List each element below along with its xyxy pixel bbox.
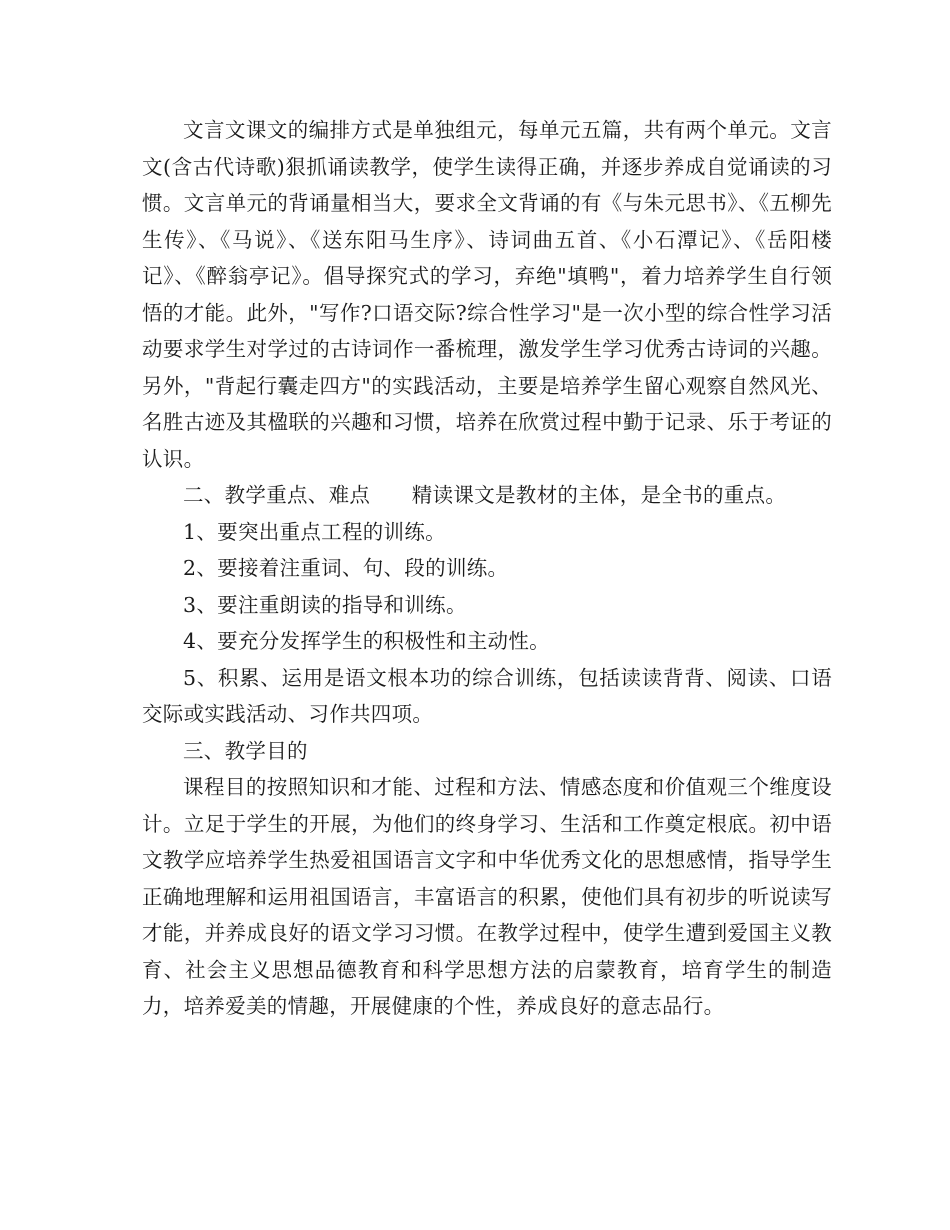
- list-item-3: 3、要注重朗读的指导和训练。: [183, 592, 467, 617]
- heading-teaching-focus: 二、教学重点、难点 精读课文是教材的主体，是全书的重点。: [183, 483, 787, 507]
- heading-teaching-goals: 三、教学目的: [183, 738, 308, 763]
- document-body: [142, 112, 832, 1025]
- list-item-5: 5、积累、运用是语文根本功的综合训练，包括读读背背、阅读、口语交际或实践活动、习作共四项。: [142, 665, 832, 726]
- list-item-1: 1、要突出重点工程的训练。: [183, 519, 446, 544]
- list-item-4: 4、要充分发挥学生的积极性和主动性。: [183, 629, 550, 653]
- list-item-2: 2、要接着注重词、句、段的训练。: [183, 556, 509, 580]
- paragraph-curriculum-goals: 课程目的按照知识和才能、过程和方法、情感态度和价值观三个维度设计。立足于学生的开展，为他们的终身学习、生活和工作奠定根底。初中语文教学应培养学生热爱祖国语言文字和中华优秀文化的思想感情，指导学生正确地理解和运用祖国语言，丰富语言的积累，使他们具有初步的听说读写才能，并养成良好的语文学习习惯。在教学过程中，使学生遭到爱国主义教育、社会主义思想品德教育和科学思想方法的启蒙教育，培育学生的制造力，培养爱美的情趣，开展健康的个性，养成良好的意志品行。: [142, 775, 832, 1018]
- paragraph-classical-chinese-units: 文言文课文的编排方式是单独组元，每单元五篇，共有两个单元。文言文(含古代诗歌)狠抓诵读教学，使学生读得正确，并逐步养成自觉诵读的习惯。文言单元的背诵量相当大，要求全文背诵的有《与朱元思书》、《五柳先生传》、《马说》、《送东阳马生序》、诗词曲五首、《小石潭记》、《岳阳楼记》、《醉翁亭记》。倡导探究式的学习，弃绝"填鸭"，着力培养学生自行领悟的才能。此外，"写作?口语交际?综合性学习"是一次小型的综合性学习活动要求学生对学过的古诗词作一番梳理，激发学生学习优秀古诗词的兴趣。另外，"背起行囊走四方"的实践活动，主要是培养学生留心观察自然风光、名胜古迹及其楹联的兴趣和习惯，培养在欣赏过程中勤于记录、乐于考证的认识。: [142, 118, 832, 471]
